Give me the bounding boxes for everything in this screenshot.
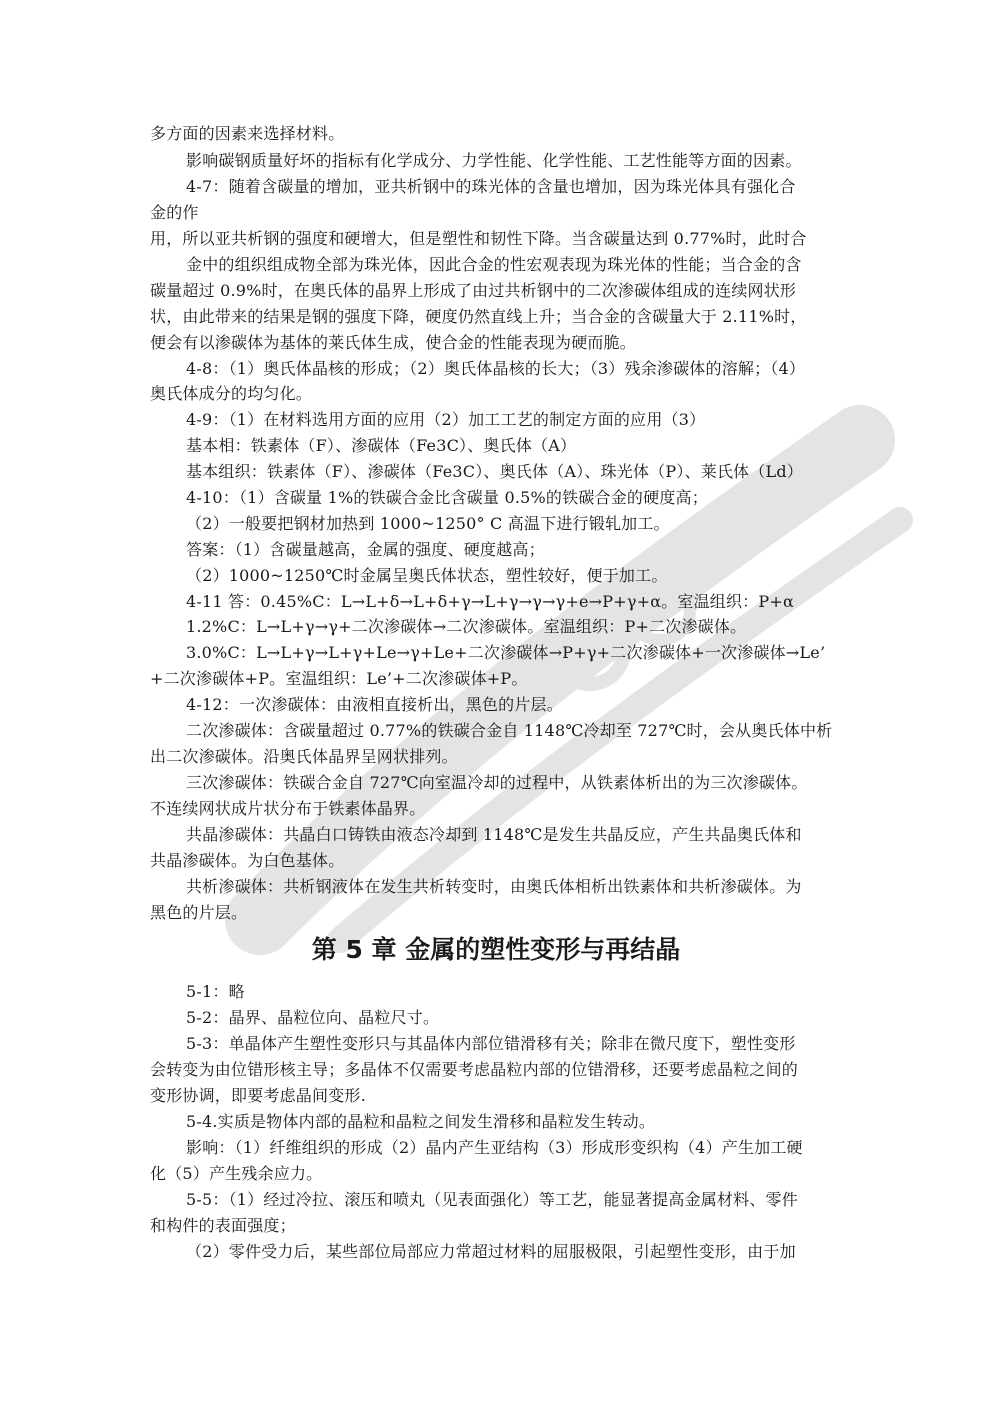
text-line: 三次渗碳体：铁碳合金自 727℃向室温冷却的过程中，从铁素体析出的为三次渗碳体。 [186, 773, 808, 792]
text-line: 5-2：晶界、晶粒位向、晶粒尺寸。 [186, 1008, 440, 1027]
text-line: 化（5）产生残余应力。 [150, 1164, 323, 1183]
text-line: 4-12：一次渗碳体：由液相直接析出，黑色的片层。 [186, 695, 563, 714]
text-line: 变形协调，即要考虑晶间变形. [150, 1086, 366, 1105]
text-line: +二次渗碳体+P。室温组织：Le’+二次渗碳体+P。 [150, 669, 528, 688]
text-line: 金中的组织组成物全部为珠光体，因此合金的性宏观表现为珠光体的性能；当合金的含 [186, 255, 802, 274]
text-line: 影响：（1）纤维组织的形成（2）晶内产生亚结构（3）形成形变织构（4）产生加工硬 [186, 1138, 803, 1157]
text-line: 4-11 答：0.45%C：L→L+δ→L+δ+γ→L+γ→γ→γ+e→P+γ+α。室温组织：P+α [186, 592, 794, 611]
text-line: （2）1000~1250℃时金属呈奥氏体状态，塑性较好，便于加工。 [186, 566, 668, 585]
text-line: （2）一般要把钢材加热到 1000~1250° C 高温下进行锻轧加工。 [186, 514, 670, 533]
text-line: 5-3：单晶体产生塑性变形只与其晶体内部位错滑移有关；除非在微尺度下，塑性变形 [186, 1034, 796, 1053]
text-line: 多方面的因素来选择材料。 [150, 124, 345, 143]
text-line: 基本相：铁素体（F）、渗碳体（Fe3C）、奥氏体（A） [186, 436, 577, 455]
text-line: 出二次渗碳体。沿奥氏体晶界呈网状排列。 [150, 747, 458, 766]
text-line: 金的作 [150, 203, 199, 222]
chapter-title: 第 5 章 金属的塑性变形与再结晶 [311, 935, 681, 964]
text-line: 黑色的片层。 [150, 903, 248, 922]
text-line: 共晶渗碳体。为白色基体。 [150, 851, 345, 870]
text-line: 4-10：（1）含碳量 1%的铁碳合金比含碳量 0.5%的铁碳合金的硬度高； [186, 488, 708, 507]
text-line: 共析渗碳体：共析钢液体在发生共析转变时，由奥氏体相析出铁素体和共析渗碳体。为 [186, 877, 802, 896]
text-line: 5-5：（1）经过冷拉、滚压和喷丸（见表面强化）等工艺，能显著提高金属材料、零件 [186, 1190, 798, 1209]
text-line: 4-8：（1）奥氏体晶核的形成；（2）奥氏体晶核的长大；（3）残余渗碳体的溶解；（4） [186, 359, 806, 378]
text-line: 便会有以渗碳体为基体的莱氏体生成，使合金的性能表现为硬而脆。 [150, 333, 637, 352]
text-line: 影响碳钢质量好坏的指标有化学成分、力学性能、化学性能、工艺性能等方面的因素。 [186, 151, 802, 170]
text-line: 1.2%C：L→L+γ→γ+二次渗碳体→二次渗碳体。室温组织：P+二次渗碳体。 [186, 617, 747, 636]
text-line: 和构件的表面强度； [150, 1216, 296, 1235]
text-line: （2）零件受力后，某些部位局部应力常超过材料的屈服极限，引起塑性变形，由于加 [186, 1242, 796, 1261]
text-line: 5-1：略 [186, 982, 245, 1001]
text-line: 共晶渗碳体：共晶白口铸铁由液态冷却到 1148℃是发生共晶反应，产生共晶奥氏体和 [186, 825, 802, 844]
text-line: 用，所以亚共析钢的强度和硬增大，但是塑性和韧性下降。当含碳量达到 0.77%时，此时合 [150, 229, 807, 248]
text-line: 5-4.实质是物体内部的晶粒和晶粒之间发生滑移和晶粒发生转动。 [186, 1112, 656, 1131]
text-line: 不连续网状成片状分布于铁素体晶界。 [150, 799, 426, 818]
text-line: 二次渗碳体：含碳量超过 0.77%的铁碳合金自 1148℃冷却至 727℃时，会从奥氏体中析 [186, 721, 833, 740]
text-line: 碳量超过 0.9%时，在奥氏体的晶界上形成了由过共析钢中的二次渗碳体组成的连续网状形 [150, 281, 797, 300]
text-line: 3.0%C：L→L+γ→L+γ+Le→γ+Le+二次渗碳体→P+γ+二次渗碳体+一次渗碳体→Le’ [186, 643, 826, 662]
text-line: 答案：（1）含碳量越高，金属的强度、硬度越高； [186, 540, 545, 559]
text-line: 奥氏体成分的均匀化。 [150, 384, 313, 403]
text-line: 会转变为由位错形核主导；多晶体不仅需要考虑晶粒内部的位错滑移，还要考虑晶粒之间的 [150, 1060, 799, 1079]
text-line: 状，由此带来的结果是钢的强度下降，硬度仍然直线上升；当合金的含碳量大于 2.11%时， [150, 307, 807, 326]
text-line: 基本组织：铁素体（F）、渗碳体（Fe3C）、奥氏体（A）、珠光体（P）、莱氏体（Ld） [186, 462, 804, 481]
text-line: 4-9：（1）在材料选用方面的应用（2）加工工艺的制定方面的应用（3） [186, 410, 706, 429]
text-line: 4-7：随着含碳量的增加，亚共析钢中的珠光体的含量也增加，因为珠光体具有强化合 [186, 177, 796, 196]
